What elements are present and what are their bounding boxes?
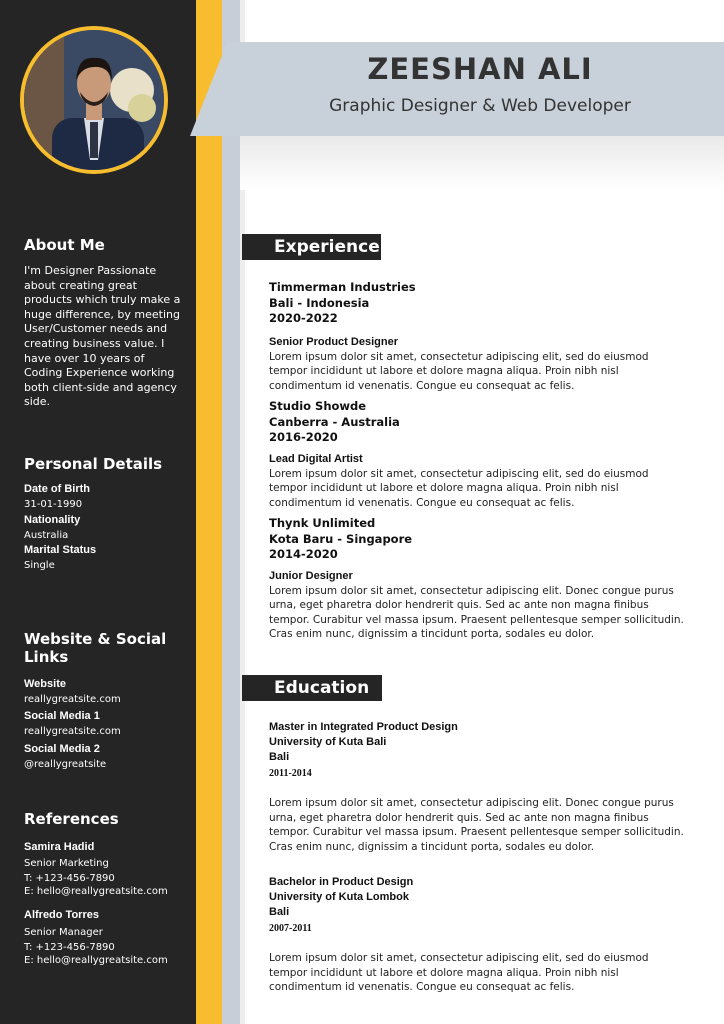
experience-company: Thynk Unlimited xyxy=(269,516,376,530)
dob-value: 31-01-1990 xyxy=(24,499,83,510)
website-label: Website xyxy=(24,678,66,690)
accent-stripe-yellow xyxy=(196,0,222,1024)
experience-years: 2016-2020 xyxy=(269,430,338,444)
education-years: 2011-2014 xyxy=(269,768,312,779)
reference-position: Senior Manager xyxy=(24,927,103,938)
dob-label: Date of Birth xyxy=(24,483,90,495)
experience-company: Timmerman Industries xyxy=(269,280,416,294)
education-location: Bali xyxy=(269,751,290,763)
education-description: Lorem ipsum dolor sit amet, consectetur adipiscing elit, sed do eiusmod tempor incididunt ut labore et dolore magna aliqua. Proin nibh nisl condimentum id venenatis. Congue eu consequat ac felis. xyxy=(269,952,649,993)
reference-position: Senior Marketing xyxy=(24,858,109,869)
education-item xyxy=(269,720,689,854)
experience-description: Lorem ipsum dolor sit amet, consectetur adipiscing elit, sed do eiusmod tempor incididunt ut labore et dolore magna aliqua. Proin nibh nisl condimentum id venenatis. Congue eu consequat ac felis. xyxy=(269,350,649,392)
website-link[interactable]: reallygreatsite.com xyxy=(24,694,121,705)
experience-years: 2014-2020 xyxy=(269,547,338,561)
reference-email[interactable]: E: hello@reallygreatsite.com xyxy=(24,955,168,966)
experience-location: Bali - Indonesia xyxy=(269,295,370,310)
experience-item xyxy=(269,280,689,393)
education-degree: Master in Integrated Product Design xyxy=(269,721,458,733)
marital-status-value: Single xyxy=(24,560,55,571)
about-text: I'm Designer Passionate about creating great products which truly make a huge difference, by meeting User/Customer needs and creating business value. I have over 10 years of Coding Experience working both client-side and agency side. xyxy=(24,264,181,409)
personal-details-section xyxy=(24,455,189,571)
links-section xyxy=(24,630,194,770)
about-section xyxy=(24,236,182,410)
education-list xyxy=(269,720,689,995)
references-section xyxy=(24,810,194,966)
experience-position: Junior Designer xyxy=(269,569,353,582)
experience-years: 2020-2022 xyxy=(269,311,338,325)
education-degree: Bachelor in Product Design xyxy=(269,876,414,888)
nationality-label: Nationality xyxy=(24,514,81,526)
reference-name: Alfredo Torres xyxy=(24,909,99,921)
experience-company: Studio Showde xyxy=(269,399,367,413)
education-location: Bali xyxy=(269,906,290,918)
candidate-name: ZEESHAN ALI xyxy=(367,52,593,86)
social1-label: Social Media 1 xyxy=(24,710,100,722)
header-shadow xyxy=(240,136,724,190)
experience-location: Canberra - Australia xyxy=(269,414,400,429)
reference-phone[interactable]: T: +123-456-7890 xyxy=(24,873,115,884)
education-header: Education xyxy=(242,675,382,701)
education-description: Lorem ipsum dolor sit amet, consectetur adipiscing elit. Donec congue purus urna, eget pharetra dolor hendrerit quis. Sed ac ante non magna finibus tempor. Curabitur vel massa ipsum. Praesent pellentesque semper sollicitudin. Cras enim nunc, dignissim a tincidunt porta, sodales eu dolor. xyxy=(269,797,684,853)
experience-position: Senior Product Designer xyxy=(269,335,398,348)
education-years: 2007-2011 xyxy=(269,923,312,934)
social2-link[interactable]: @reallygreatsite xyxy=(24,759,107,770)
education-school: University of Kuta Bali xyxy=(269,736,387,748)
nationality-value: Australia xyxy=(24,530,69,541)
experience-item xyxy=(269,516,689,642)
experience-description: Lorem ipsum dolor sit amet, consectetur adipiscing elit, sed do eiusmod tempor incididunt ut labore et dolore magna aliqua. Proin nibh nisl condimentum id venenatis. Congue eu consequat ac felis. xyxy=(269,467,649,509)
social1-link[interactable]: reallygreatsite.com xyxy=(24,726,121,737)
profile-photo xyxy=(20,26,168,174)
experience-location: Kota Baru - Singapore xyxy=(269,531,413,546)
reference-email[interactable]: E: hello@reallygreatsite.com xyxy=(24,886,168,897)
marital-status-label: Marital Status xyxy=(24,544,97,556)
reference-phone[interactable]: T: +123-456-7890 xyxy=(24,942,115,953)
experience-header: Experience xyxy=(242,234,381,260)
about-title: About Me xyxy=(24,236,105,254)
education-school: University of Kuta Lombok xyxy=(269,891,409,903)
social2-label: Social Media 2 xyxy=(24,743,100,755)
experience-position: Lead Digital Artist xyxy=(269,452,363,465)
references-title: References xyxy=(24,810,119,828)
experience-description: Lorem ipsum dolor sit amet, consectetur adipiscing elit. Donec congue purus urna, eget pharetra dolor hendrerit quis. Sed ac ante non magna finibus tempor. Curabitur vel massa ipsum. Praesent pellentesque semper sollicitudin. Cras enim nunc, dignissim a tincidunt porta, sodales eu dolor. xyxy=(269,584,684,640)
experience-item xyxy=(269,399,689,510)
person-portrait-icon xyxy=(24,30,164,170)
education-item xyxy=(269,875,689,995)
experience-list xyxy=(269,280,689,642)
candidate-role: Graphic Designer & Web Developer xyxy=(329,96,631,116)
reference-name: Samira Hadid xyxy=(24,841,95,853)
links-title: Website & Social Links xyxy=(24,630,167,666)
personal-details-title: Personal Details xyxy=(24,455,163,473)
accent-stripe-gray xyxy=(222,0,240,1024)
